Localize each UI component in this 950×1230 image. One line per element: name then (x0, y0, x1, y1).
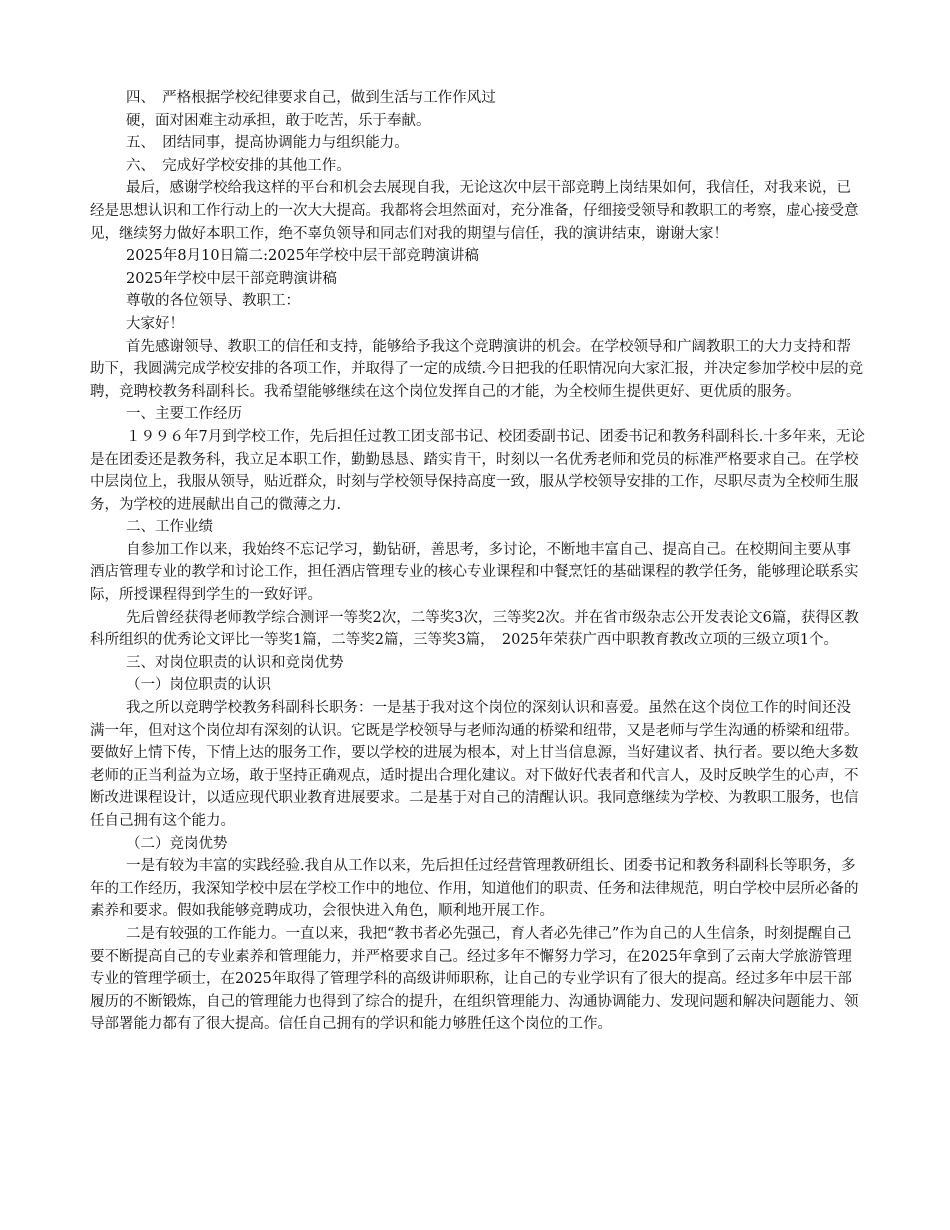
paragraph-achievements-1: 自参加工作以来，我始终不忘记学习，勤钻研，善思考，多讨论，不断地丰富自己、提高自己。在校期间主要从事酒店管理专业的教学和讨论工作，担任酒店管理专业的核心专业课程和中餐烹饪的基础课程的教学任务，能够理论联系实际，所授课程得到学生的一致好评。 (90, 541, 859, 604)
paragraph-item-6: 六、 完成好学校安排的其他工作。 (126, 157, 351, 174)
paragraph-item-5: 五、 团结同事，提高协调能力与组织能力。 (126, 135, 409, 152)
paragraph-date-title: 2025年8月10日篇二:2025年学校中层干部竞聘演讲稿 (126, 248, 479, 265)
section-heading-achievements: 二、工作业绩 (126, 519, 213, 536)
paragraph-intro: 首先感谢领导、教职工的信任和支持，能够给予我这个竞聘演讲的机会。在学校领导和广阔教职工的大力支持和帮助下，我圆满完成学校安排的各项工作，并取得了一定的成绩.今日把我的任职情况向大家汇报，并决定参加学校中层的竞聘，竞聘校教务科副科长。我希望能够继续在这个岗位发挥自己的才能，为全校师生提供更好、更优质的服务。 (90, 338, 864, 400)
section-heading-understanding: 三、对岗位职责的认识和竞岗优势 (126, 654, 344, 671)
paragraph-duties: 我之所以竞聘学校教务科副科长职务：一是基于我对这个岗位的深刻认识和喜爱。虽然在这个岗位工作的时间还没满一年，但对这个岗位却有深刻的认识。它既是学校领导与老师沟通的桥梁和纽带，又是老师与学生沟通的桥梁和纽带。要做好上情下传，下情上达的服务工作，要以学校的进展为根本，对上甘当信息源，当好建议者、执行者。要以绝大多数老师的正当利益为立场，敢于坚持正确观点，适时提出合理化建议。对下做好代表者和代言人，及时反映学生的心声，不断改进课程设计，以适应现代职业教育进展要求。二是基于对自己的清醒认识。我同意继续为学校、为教职工服务，也信任自己拥有这个能力。 (90, 700, 859, 829)
speech-title: 2025年学校中层干部竞聘演讲稿 (126, 270, 337, 287)
salutation: 尊敬的各位领导、教职工： (126, 293, 300, 310)
paragraph-item-4-cont: 硬，面对困难主动承担，敢于吃苦，乐于奉献。 (126, 112, 431, 129)
document-page (90, 87, 865, 1036)
subsection-heading-duties: （一）岗位职责的认识 (126, 677, 271, 694)
paragraph-advantages-2: 二是有较强的工作能力。一直以来，我把“教书者必先强己，育人者必先律己”作为自己的人生信条，时刻提醒自己要不断提高自己的专业素养和管理能力，并严格要求自己。经过多年不懈努力学习，在2025年拿到了云南大学旅游管理专业的管理学硕士，在2025年取得了管理学科的高级讲师职称，让自己的专业学识有了很大的提高。经过多年中层干部履历的不断锻炼，自己的管理能力也得到了综合的提升，在组织管理能力、沟通协调能力、发现问题和解决问题能力、领导部署能力都有了很大提高。信任自己拥有的学识和能力够胜任这个岗位的工作。 (90, 925, 859, 1033)
paragraph-closing: 最后，感谢学校给我这样的平台和机会去展现自我，无论这次中层干部竞聘上岗结果如何，我信任，对我来说，已经是思想认识和工作行动上的一次大大提高。我都将会坦然面对，充分准备，仔细接受领导和教职工的考察，虚心接受意见，继续努力做好本职工作，绝不辜负领导和同志们对我的期望与信任，我的演讲结束，谢谢大家！ (90, 180, 859, 242)
subsection-heading-advantages: （二）竞岗优势 (126, 835, 228, 852)
section-heading-experience: 一、主要工作经历 (126, 406, 242, 423)
greeting: 大家好！ (126, 315, 184, 332)
paragraph-item-4: 四、 严格根据学校纪律要求自己，做到生活与工作作风过 (126, 90, 496, 106)
paragraph-advantages-1: 一是有较为丰富的实践经验.我自从工作以来，先后担任过经营管理教研组长、团委书记和教务科副科长等职务，多年的工作经历，我深知学校中层在学校工作中的地位、作用，知道他们的职责、任务和法律规范，明白学校中层所必备的素养和要求。假如我能够竞聘成功，会很快进入角色，顺利地开展工作。 (90, 858, 859, 920)
paragraph-achievements-2: 先后曾经获得老师教学综合测评一等奖2次，二等奖3次，三等奖2次。并在省市级杂志公开发表论文6篇，获得区教科所组织的优秀论文评比一等奖1篇，二等奖2篇，三等奖3篇， 2025年荣获广西中职教育教改立项的三级立项1个。 (90, 609, 859, 649)
paragraph-experience: １９９６年7月到学校工作，先后担任过教工团支部书记、校团委副书记、团委书记和教务科副科长.十多年来，无论是在团委还是教务科，我立足本职工作，勤勤恳恳、踏实肯干，时刻以一名优秀老师和党员的标准严格要求自己。在学校中层岗位上，我服从领导，贴近群众，时刻与学校领导保持高度一致，服从学校领导安排的工作，尽职尽责为全校师生服务，为学校的进展献出自己的微薄之力. (90, 428, 865, 513)
